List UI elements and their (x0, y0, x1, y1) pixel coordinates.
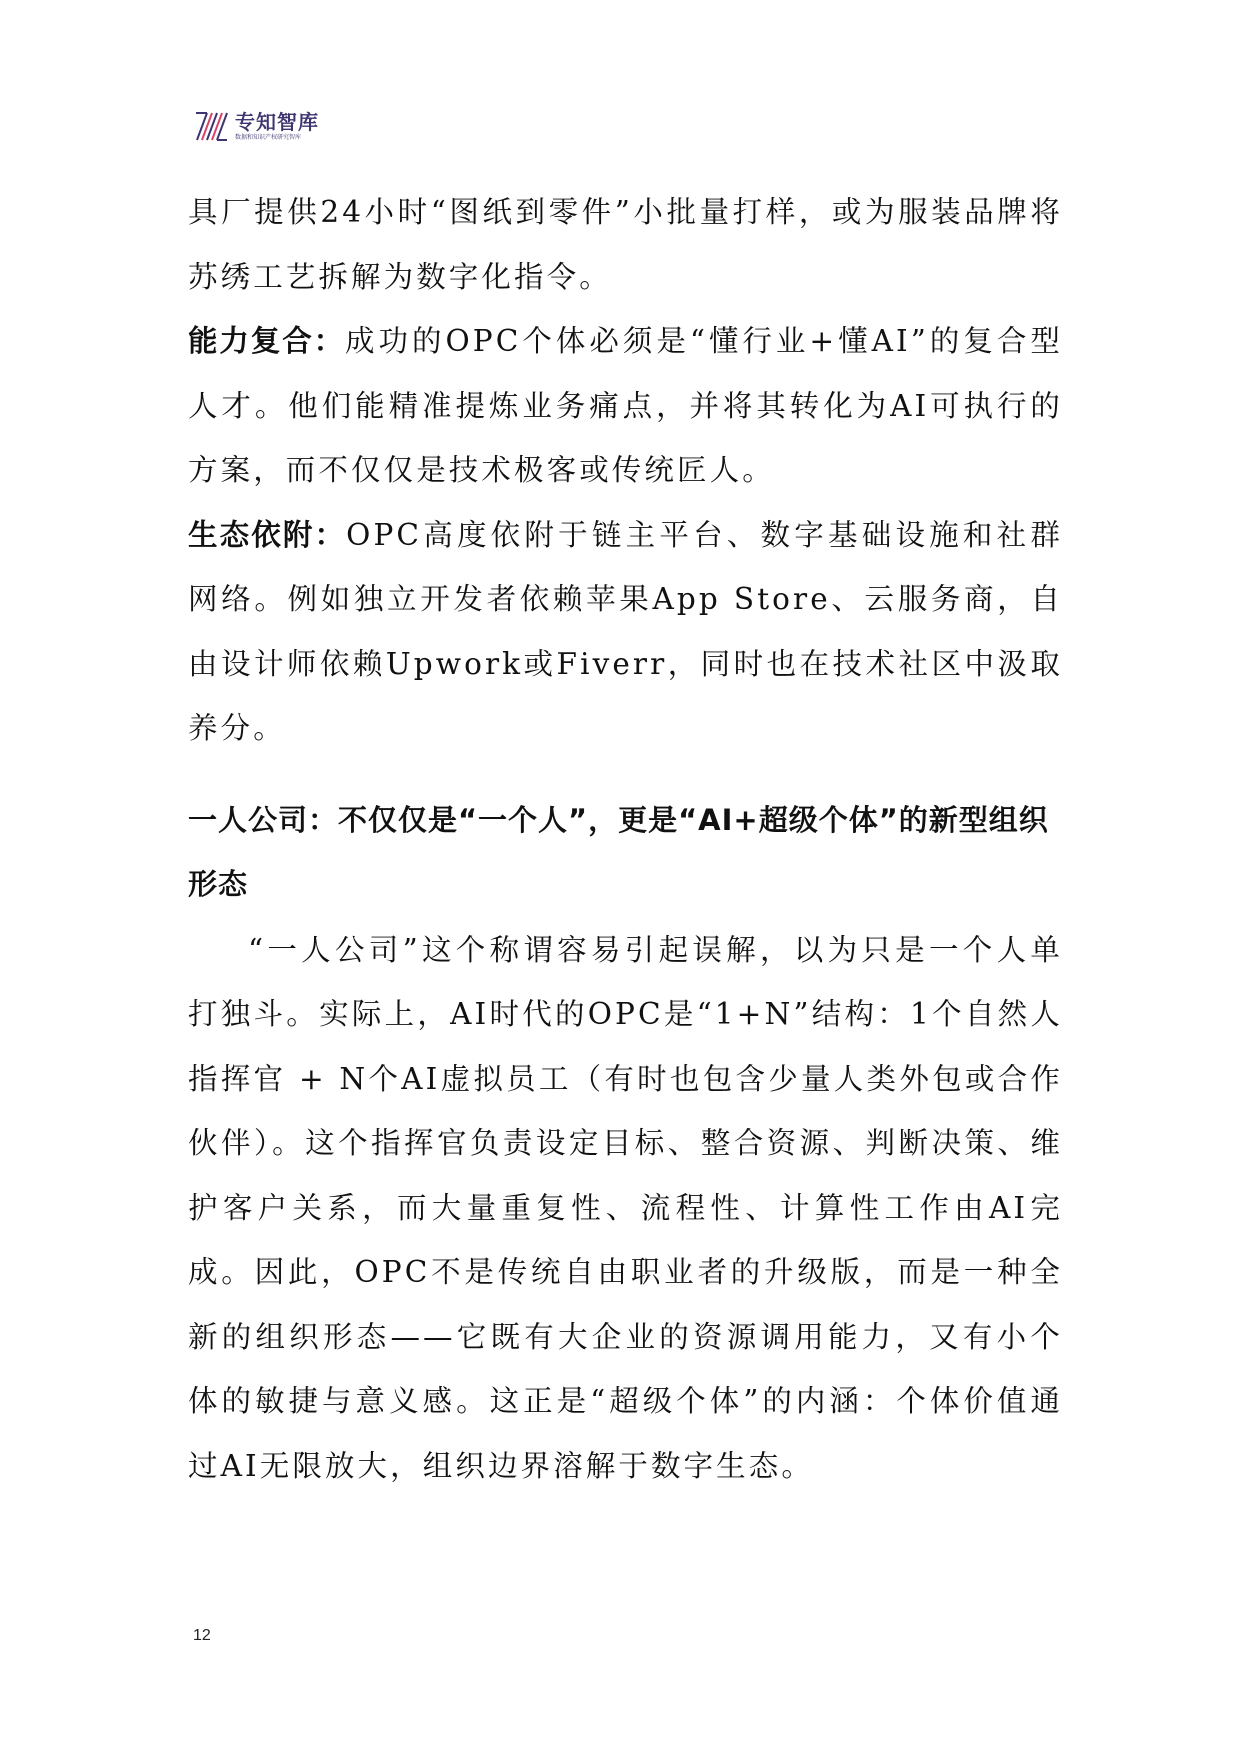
logo (193, 110, 319, 142)
section-heading: 一人公司：不仅仅是“一个人”，更是“AI+超级个体”的新型组织形态 (188, 802, 1049, 901)
paragraph-label: 生态依附： (188, 517, 347, 552)
paragraph-label: 能力复合： (188, 324, 346, 358)
section-body: “一人公司”这个称谓容易引起误解，以为只是一个人单打独斗。实际上，AI时代的OPC是“1+N”结构：1个自然人指挥官 + N个AI虚拟员工（有时也包含少量人类外包或合作伙伴）。这个指挥官负责设定目标、整合资源、判断决策、维护客户关系，而大量重复性、流程性、计算性工作由AI完成。因此，OPC不是传统自由职业者的升级版，而是一种全新的组织形态——它既有大企业的资源调用能力，又有小个体的敏捷与意义感。这正是“超级个体”的内涵：个体价值通过AI无限放大，组织边界溶解于数字生态。 (188, 932, 1063, 1483)
page-content (188, 180, 1063, 1498)
paragraph-continued: 具厂提供24小时“图纸到零件”小批量打样，或为服装品牌将苏绣工艺拆解为数字化指令。 (188, 195, 1063, 294)
page-number: 12 (193, 1627, 211, 1644)
paragraph-capability (188, 309, 1063, 503)
logo-mark-icon (193, 110, 229, 142)
paragraph-ecosystem (188, 503, 1063, 761)
logo-title: 专知智库 (235, 109, 319, 134)
logo-subtitle: 数据和知识产权研究智库 (235, 133, 302, 141)
paragraph-text: 成功的OPC个体必须是“懂行业+懂AI”的复合型人才。他们能精准提炼业务痛点，并将其转化为AI可执行的方案，而不仅仅是技术极客或传统匠人。 (188, 324, 1063, 487)
paragraph-text: OPC高度依附于链主平台、数字基础设施和社群网络。例如独立开发者依赖苹果App Store、云服务商，自由设计师依赖Upwork或Fiverr，同时也在技术社区中汲取养分。 (188, 517, 1063, 745)
